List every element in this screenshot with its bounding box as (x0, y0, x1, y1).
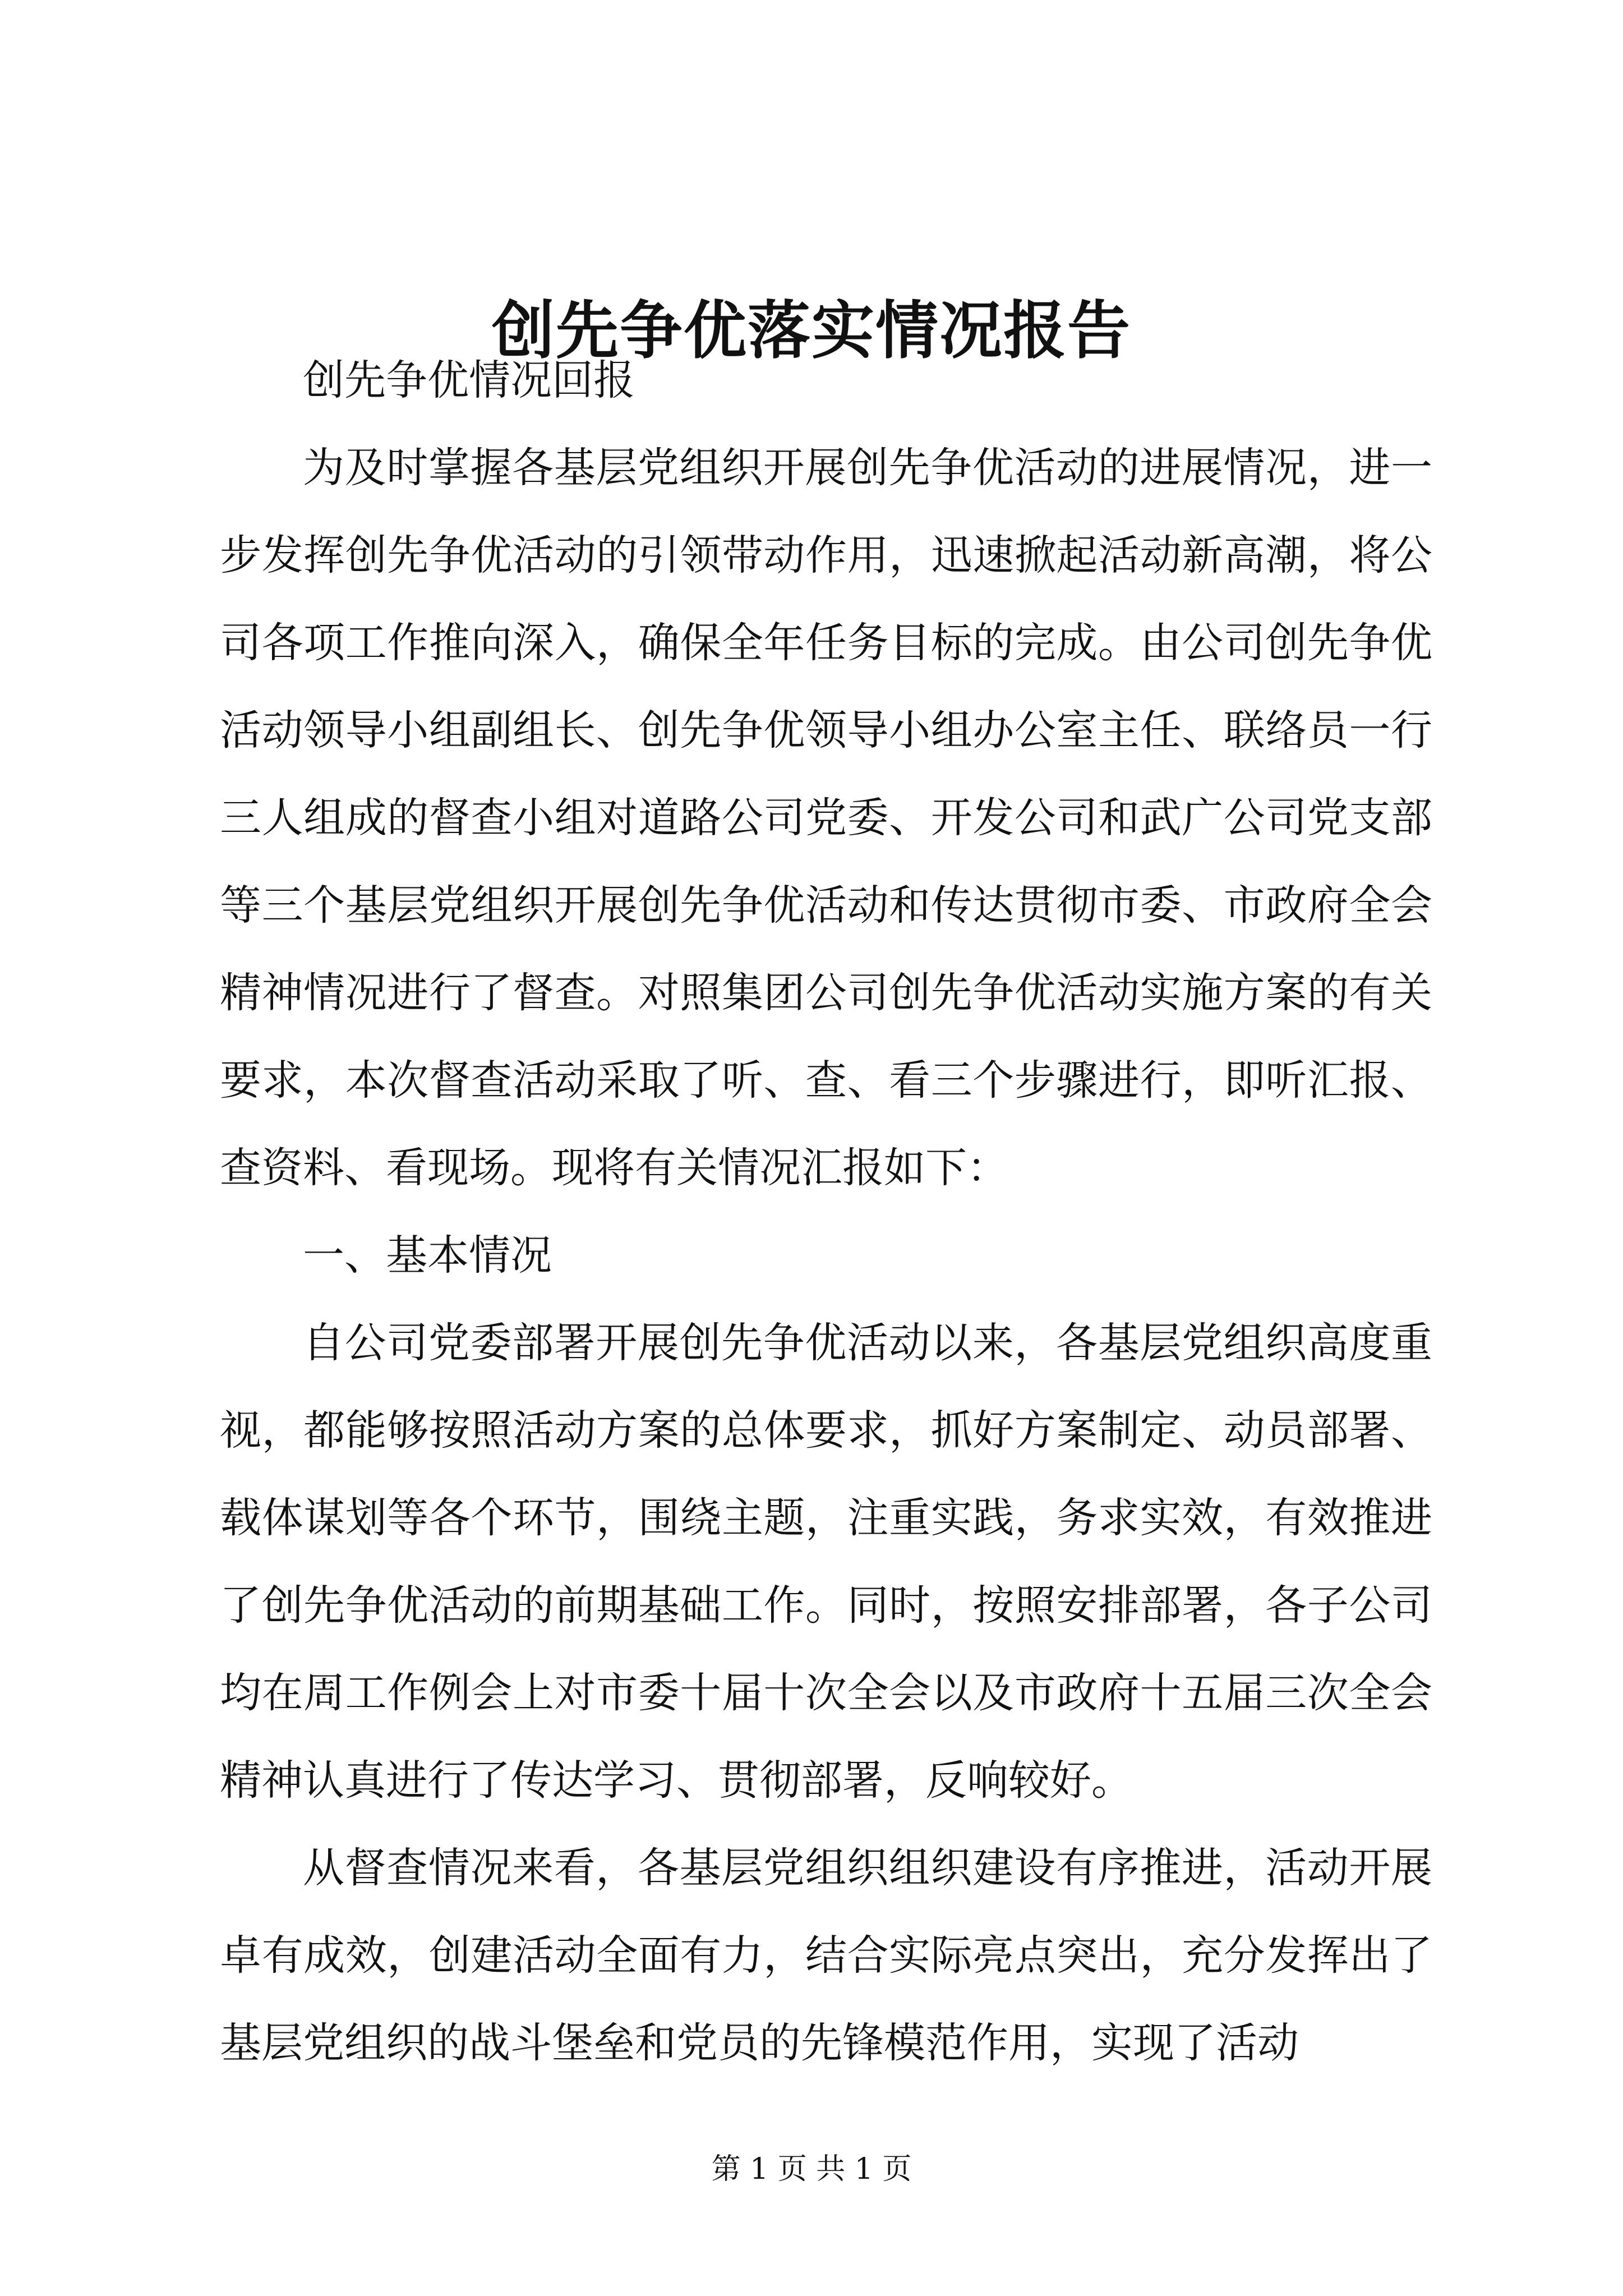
document-title: 创先争优落实情况报告 (492, 294, 1131, 367)
page-footer: 第 1 页 共 1 页 (711, 2152, 912, 2186)
body-paragraph: 从督查情况来看，各基层党组织组织建设有序推进，活动开展卓有成效，创建活动全面有力，结合实际亮点突出，充分发挥出了基层党组织的战斗堡垒和党员的先锋模范作用，实现了活动 (220, 1844, 1432, 2067)
body-paragraph: 自公司党委部署开展创先争优活动以来，各基层党组织高度重视，都能够按照活动方案的总体要求，抓好方案制定、动员部署、载体谋划等各个环节，围绕主题，注重实践，务求实效，有效推进了创先争优活动的前期基础工作。同时，按照安排部署，各子公司均在周工作例会上对市委十届十次全会以及市政府十五届三次全会精神认真进行了传达学习、贯彻部署，反响较好。 (220, 1319, 1432, 1805)
body-paragraph: 为及时掌握各基层党组织开展创先争优活动的进展情况，进一步发挥创先争优活动的引领带动作用，迅速掀起活动新高潮，将公司各项工作推向深入，确保全年任务目标的完成。由公司创先争优活动领导小组副组长、创先争优领导小组办公室主任、联络员一行三人组成的督查小组对道路公司党委、开发公司和武广公司党支部等三个基层党组织开展创先争优活动和传达贯彻市委、市政府全会精神情况进行了督查。对照集团公司创先争优活动实施方案的有关要求，本次督查活动采取了听、查、看三个步骤进行，即听汇报、查资料、看现场。现将有关情况汇报如下： (220, 444, 1432, 1192)
section-heading: 一、基本情况 (303, 1231, 552, 1280)
document-body (220, 337, 1432, 2087)
document-subtitle: 创先争优情况回报 (303, 356, 635, 404)
